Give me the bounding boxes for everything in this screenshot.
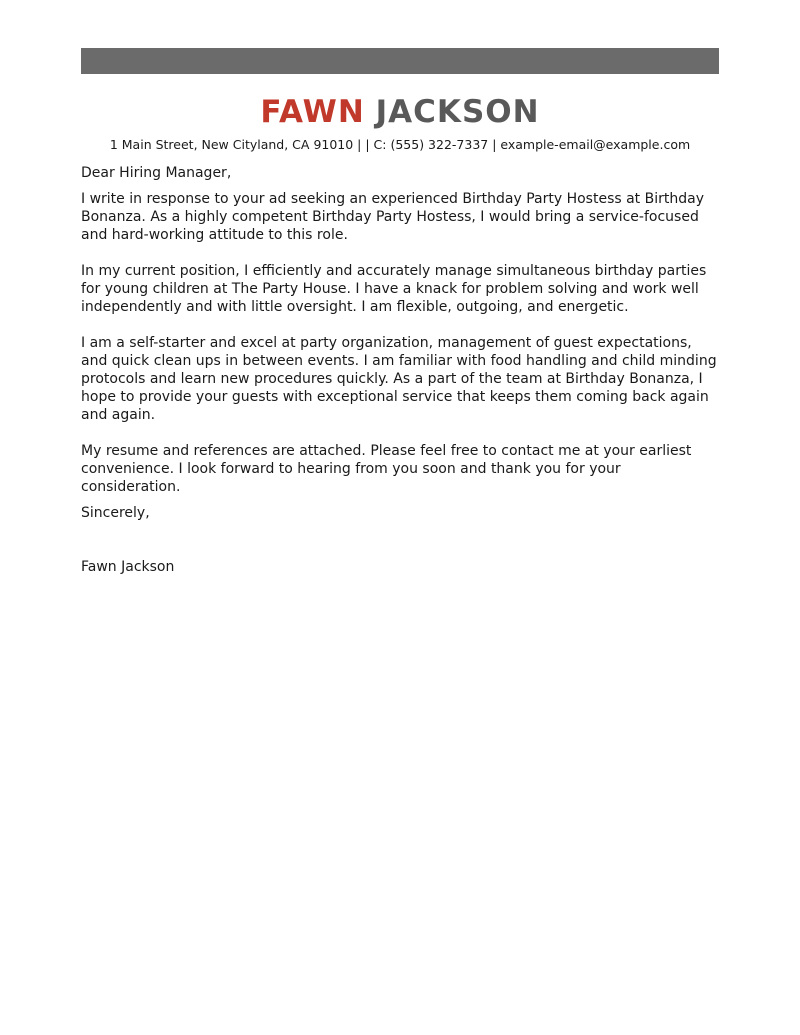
salutation: Dear Hiring Manager, — [81, 165, 232, 181]
first-name: FAWN — [260, 94, 365, 130]
applicant-name — [0, 90, 800, 134]
letter-body — [81, 164, 721, 576]
paragraph-4: My resume and references are attached. Please feel free to contact me at your earliest convenience. I look forward to hearing from you soon and thank you for your consideration. — [81, 443, 692, 495]
contact-line: 1 Main Street, New Cityland, CA 91010 | | C: (555) 322-7337 | example-email@example.com — [109, 137, 691, 152]
header-bar — [81, 48, 719, 74]
paragraph-1: I write in response to your ad seeking an experienced Birthday Party Hostess at Birthday Bonanza. As a highly competent Birthday Party Hostess, I would bring a service-focused and hard-working attitude to this role. — [81, 191, 704, 243]
paragraph-2: In my current position, I efficiently and accurately manage simultaneous birthday parties for young children at The Party House. I have a knack for problem solving and work well independently and with little oversight. I am flexible, outgoing, and energetic. — [81, 263, 707, 315]
last-name: JACKSON — [375, 94, 540, 130]
signature: Fawn Jackson — [81, 559, 175, 575]
closing: Sincerely, — [81, 505, 150, 521]
paragraph-3: I am a self-starter and excel at party organization, management of guest expectations, and quick clean ups in between events. I am familiar with food handling and child minding protocols and learn new procedures quickly. As a part of the team at Birthday Bonanza, I hope to provide your guests with exceptional service that keeps them coming back again and again. — [81, 335, 717, 423]
